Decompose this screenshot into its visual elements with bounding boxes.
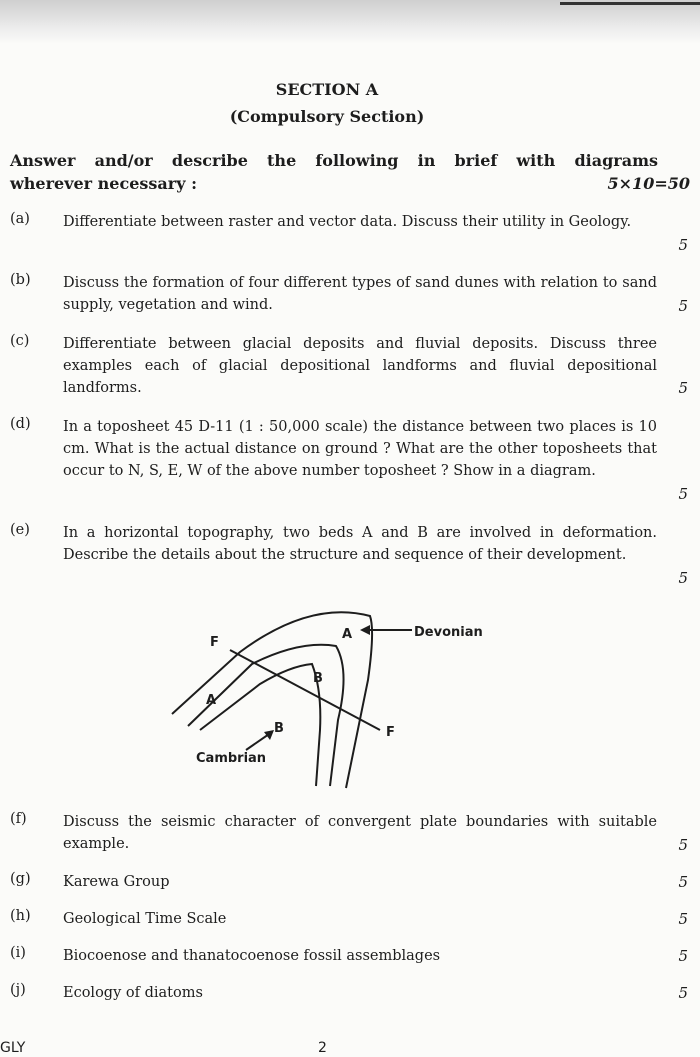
question-marks: 5 (678, 379, 688, 397)
question-marks: 5 (678, 873, 688, 891)
bed-b-inner-boundary (200, 664, 320, 786)
question-label: (e) (10, 522, 30, 538)
bed-a-label-left: A (206, 693, 217, 708)
question-text: Discuss the formation of four different types of sand dunes with relation to sand supply, vegetation and wind. (63, 275, 657, 313)
question-marks: 5 (678, 836, 688, 854)
question-label: (c) (10, 333, 30, 349)
fault-label-bottom: F (386, 725, 395, 740)
question-label: (i) (10, 945, 26, 961)
question-text: In a horizontal topography, two beds A and B are involved in deformation. Describe the details about the structure and sequence of their development. (63, 525, 657, 563)
question-text: Differentiate between raster and vector data. Discuss their utility in Geology. (63, 214, 632, 230)
question-text: Geological Time Scale (63, 911, 227, 927)
question-label: (f) (10, 811, 27, 827)
cambrian-arrow-head (264, 730, 274, 740)
question-marks: 5 (678, 984, 688, 1002)
footer-page-number: 2 (318, 1040, 327, 1056)
question-marks: 5 (678, 485, 688, 503)
question-label: (d) (10, 416, 31, 432)
devonian-arrow-head (360, 625, 370, 635)
bed-b-label-arrow: B (274, 721, 284, 736)
section-subtitle: (Compulsory Section) (229, 107, 425, 126)
instruction-line-2: wherever necessary : (10, 174, 197, 193)
question-marks: 5 (678, 947, 688, 965)
question-label: (g) (10, 871, 31, 887)
section-title: SECTION A (275, 80, 379, 99)
question-label: (h) (10, 908, 31, 924)
question-text: Ecology of diatoms (63, 985, 203, 1001)
bed-a-label-top: A (342, 627, 353, 642)
total-marks: 5×10=50 (607, 174, 690, 193)
instruction-line-1: Answer and/or describe the following in brief with diagrams (10, 151, 658, 170)
question-text: In a toposheet 45 D-11 (1 : 50,000 scale) the distance between two places is 10 cm. What is the actual distance on ground ? What are the other toposheets that occur to N, S, E, W of the above number toposheet ? Show in a diagram. (63, 419, 657, 479)
question-marks: 5 (678, 236, 688, 254)
devonian-label: Devonian (414, 625, 483, 640)
question-text: Differentiate between glacial deposits and fluvial deposits. Discuss three examples each of glacial depositional landforms and fluvial depositional landforms. (63, 336, 657, 396)
footer-paper-code: GLY (0, 1040, 26, 1056)
bed-b-label-inner: B (313, 671, 323, 686)
scan-shadow-band (0, 0, 700, 44)
cambrian-label: Cambrian (196, 751, 267, 766)
question-marks: 5 (678, 910, 688, 928)
question-label: (b) (10, 272, 31, 288)
question-text: Karewa Group (63, 874, 170, 890)
question-marks: 5 (678, 297, 688, 315)
question-text: Biocoenose and thanatocoenose fossil assemblages (63, 948, 441, 964)
question-marks: 5 (678, 569, 688, 587)
question-label: (j) (10, 982, 26, 998)
fault-label-top: F (210, 635, 219, 650)
question-label: (a) (10, 211, 30, 227)
fold-fault-diagram (160, 600, 500, 800)
question-text: Discuss the seismic character of convergent plate boundaries with suitable example. (63, 814, 657, 852)
scan-edge-line (560, 2, 700, 5)
